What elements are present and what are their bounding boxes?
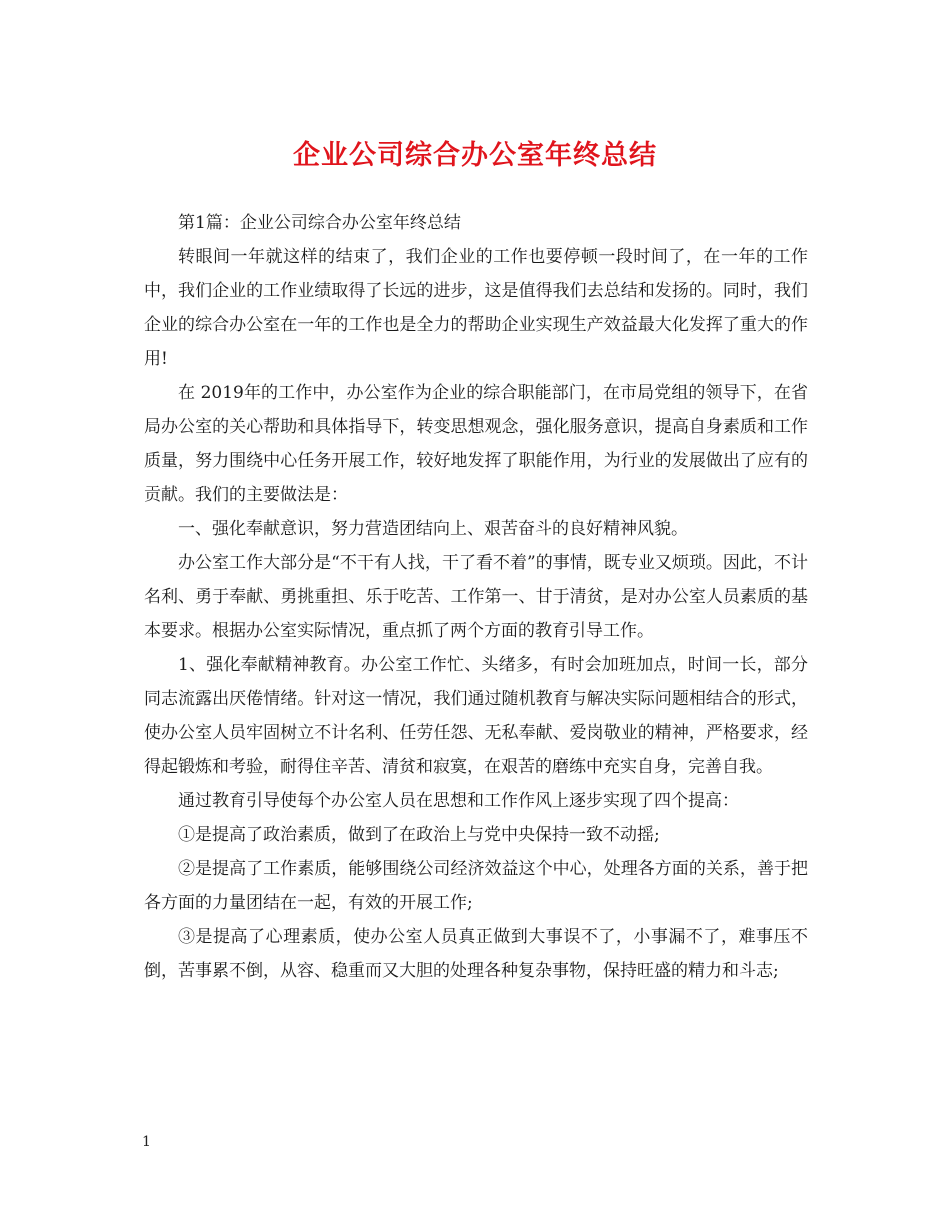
document-title: 企业公司综合办公室年终总结 [293,140,657,171]
paragraph: ②是提高了工作素质，能够围绕公司经济效益这个中心，处理各方面的关系，善于把各方面的力量团结在一起，有效的开展工作; [144,859,808,913]
paragraph: ①是提高了政治素质，做到了在政治上与党中央保持一致不动摇; [178,825,660,845]
paragraph: 第1篇：企业公司综合办公室年终总结 [178,213,461,233]
page-number: 1 [142,1134,151,1150]
paragraph: 在 2019年的工作中，办公室作为企业的综合职能部门，在市局党组的领导下，在省局办公室的关心帮助和具体指导下，转变思想观念，强化服务意识，提高自身素质和工作质量，努力围绕中心任务开展工作，较好地发挥了职能作用，为行业的发展做出了应有的贡献。我们的主要做法是： [144,383,808,505]
paragraph: ③是提高了心理素质，使办公室人员真正做到大事误不了，小事漏不了，难事压不倒，苦事累不倒，从容、稳重而又大胆的处理各种复杂事物，保持旺盛的精力和斗志; [144,927,808,981]
paragraph: 办公室工作大部分是“不干有人找，干了看不着”的事情，既专业又烦琐。因此，不计名利、勇于奉献、勇挑重担、乐于吃苦、工作第一、甘于清贫，是对办公室人员素质的基本要求。根据办公室实际情况，重点抓了两个方面的教育引导工作。 [144,553,808,641]
paragraph: 1、强化奉献精神教育。办公室工作忙、头绪多，有时会加班加点，时间一长，部分同志流露出厌倦情绪。针对这一情况，我们通过随机教育与解决实际问题相结合的形式，使办公室人员牢固树立不计名利、任劳任怨、无私奉献、爱岗敬业的精神，严格要求，经得起锻炼和考验，耐得住辛苦、清贫和寂寞，在艰苦的磨练中充实自身，完善自我。 [144,655,808,777]
document-body [144,206,808,988]
paragraph: 一、强化奉献意识，努力营造团结向上、艰苦奋斗的良好精神风貌。 [178,519,688,539]
paragraph: 通过教育引导使每个办公室人员在思想和工作作风上逐步实现了四个提高： [178,791,739,811]
paragraph: 转眼间一年就这样的结束了，我们企业的工作也要停顿一段时间了，在一年的工作中，我们企业的工作业绩取得了长远的进步，这是值得我们去总结和发扬的。同时，我们企业的综合办公室在一年的工作也是全力的帮助企业实现生产效益最大化发挥了重大的作用! [144,247,808,369]
